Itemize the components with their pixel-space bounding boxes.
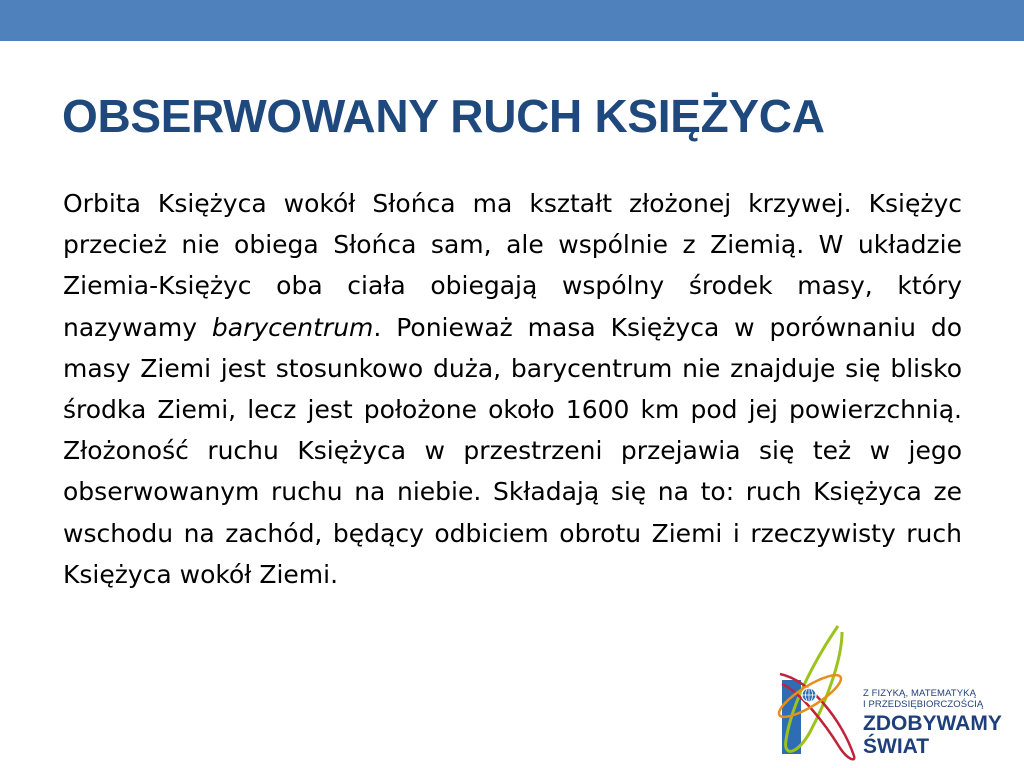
top-accent-bar — [0, 0, 1024, 41]
slide-title: OBSERWOWANY RUCH KSIĘŻYCA — [62, 90, 825, 142]
logo-slogan-line1: ZDOBYWAMY — [863, 712, 1002, 735]
atom-globe-icon — [770, 622, 860, 762]
logo-slogan-line2: ŚWIAT — [863, 735, 930, 758]
logo-tagline-line1: Z FIZYKĄ, MATEMATYKĄ — [863, 688, 977, 699]
body-text-part-2: . Ponieważ masa Księżyca w porównaniu do masy Ziemi jest stosunkowo duża, barycentrum nie znajduje się blisko środka Ziemi, lecz jest położone około 1600 km pod jej powierzchnią. Złożoność ruchu Księżyca w przestrzeni przejawia się też w jego obserwowanym ruchu na niebie. Składają się na to: ruch Księżyca ze wschodu na zachód, będący odbiciem obrotu Ziemi i rzeczywisty ruch Księżyca wokół Ziemi. — [63, 312, 962, 589]
logo-tagline-line2: I PRZEDSIĘBIORCZOŚCIĄ — [863, 699, 984, 710]
slide-body-text — [63, 183, 962, 595]
body-text-part-1: Orbita Księżyca wokół Słońca ma kształt złożonej krzywej. Księżyc przecież nie obiega Słońca sam, ale wspólnie z Ziemią. W układzie Ziemia-Księżyc oba ciała obiegają wspólny środek masy, który nazywamy — [63, 189, 962, 342]
body-italic-term: barycentrum — [211, 312, 374, 342]
project-logo — [770, 622, 1024, 762]
